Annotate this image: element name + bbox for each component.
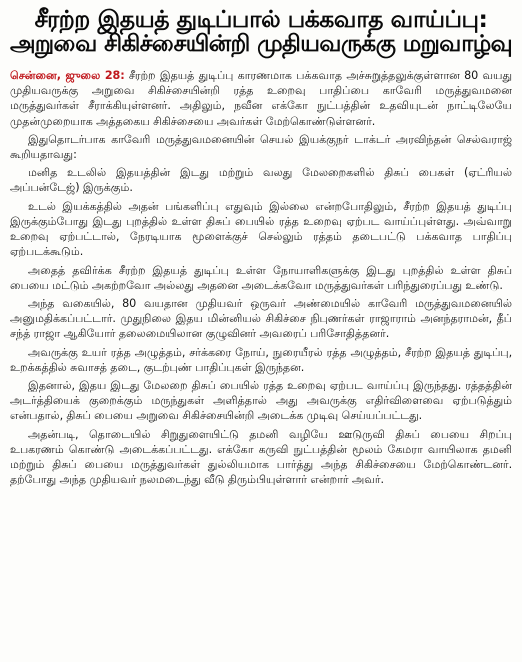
paragraph-text: சீரற்ற இதயத் துடிப்பு காரணமாக பக்கவாத அச்சுறுத்தலுக்குள்ளான 80 வயது முதியவருக்கு அறுவை சிகிச்சையின்றி ரத்த உறைவு பாதிப்பை காவேரி மருத்துவமனை மருத்துவர்கள் சீராக்கியுள்ளனர். அதிலும், நவீன எக்கோ நுட்பத்தின் உதவியுடன் நாட்டிலேயே முதன்முறையாக அத்தகைய சிகிச்சையை அவர்கள் மேற்கொண்டுள்ளனர். — [10, 69, 513, 128]
article-paragraph: உடல் இயக்கத்தில் அதன் பங்களிப்பு எதுவும் இல்லை என்றபோதிலும், சீரற்ற இதயத் துடிப்பு இருக்கும்போது இடது புறத்தில் உள்ள திசுப் பையில் ரத்த உறைவு ஏற்பட வாய்ப்புள்ளது. அவ்வாறு உறைவு ஏற்பட்டால், நேரடியாக மூளைக்குச் செல்லும் ரத்தம் தடைபட்டு பக்கவாத பாதிப்பு ஏற்படக்கூடும். — [10, 199, 512, 259]
headline-line-2: அறுவை சிகிச்சையின்றி முதியவருக்கு மறுவாழ்வு — [9, 31, 513, 58]
dateline: சென்னை, ஜுலை 28: — [10, 69, 125, 83]
headline-line-1: சீரற்ற இதயத் துடிப்பால் பக்கவாத வாய்ப்பு: — [34, 5, 488, 33]
article-paragraph — [10, 68, 512, 129]
article-paragraph: மனித உடலில் இதயத்தின் இடது மற்றும் வலது மேலறைகளில் திசுப் பைகள் (ஏட்ரியல் அப்பன்டேஜ்) இருக்கும். — [10, 166, 512, 195]
article-paragraph: இதனால், இதய இடது மேலறை திசுப் பையில் ரத்த உறைவு ஏற்பட வாய்ப்பு இருந்தது. ரத்தத்தின் அடர்த்தியைக் குறைக்கும் மருந்துகள் அளித்தால் அது அவருக்கு எதிர்விளைவை ஏற்படுத்தும் என்பதால், திசுப் பையை அறுவை சிகிச்சையின்றி அடைக்க முடிவு செய்யப்பட்டது. — [10, 378, 512, 423]
article-paragraph: அதன்படி, தொடையில் சிறுதுளையிட்டு தமனி வழியே ஊடுருவி திசுப் பையை சிறப்பு உபகரணம் கொண்டு அடைக்கப்பட்டது. எக்கோ கருவி நுட்பத்தின் மூலம் கேமரா வாயிலாக தமனி மற்றும் திசுப் பையை மருத்துவர்கள் துல்லியமாக பார்த்து அந்த சிகிச்சையை மேற்கொண்டனர். தற்போது அந்த முதியவர் நலமடைந்து வீடு திரும்பியுள்ளார் என்றார் அவர். — [10, 427, 512, 487]
article-paragraph: இதுதொடர்பாக காவேரி மருத்துவமனையின் செயல் இயக்குநர் டாக்டர் அரவிந்தன் செல்வராஜ் கூறியதாவது: — [10, 132, 512, 162]
headline — [0, 0, 522, 58]
article-paragraph: அதைத் தவிர்க்க சீரற்ற இதயத் துடிப்பு உள்ள நோயாளிகளுக்கு இடது புறத்தில் உள்ள திசுப் பையை மட்டும் அகற்றவோ அல்லது அதனை அடைக்கவோ மருத்துவர்கள் பரிந்துரைப்பது உண்டு. — [10, 263, 512, 292]
article-paragraph: அந்த வகையில், 80 வயதான முதியவர் ஒருவர் அண்மையில் காவேரி மருத்துவமனையில் அனுமதிக்கப்பட்டார். முதுநிலை இதய மின்னியல் சிகிச்சை நிபுணர்கள் ராஜாராம் அனந்தராமன், தீப் சந்த் ராஜா ஆகியோர் தலைமையிலான குழுவினர் அவரைப் பரிசோதித்தனர். — [10, 296, 512, 341]
article-paragraph: அவருக்கு உயர் ரத்த அழுத்தம், சர்க்கரை நோய், நுரையீரல் ரத்த அழுத்தம், சீரற்ற இதயத் துடிப்பு, உறக்கத்தில் சுவாசத் தடை, குடற்புண் பாதிப்புகள் இருந்தன. — [10, 345, 512, 374]
article-body — [0, 58, 522, 487]
